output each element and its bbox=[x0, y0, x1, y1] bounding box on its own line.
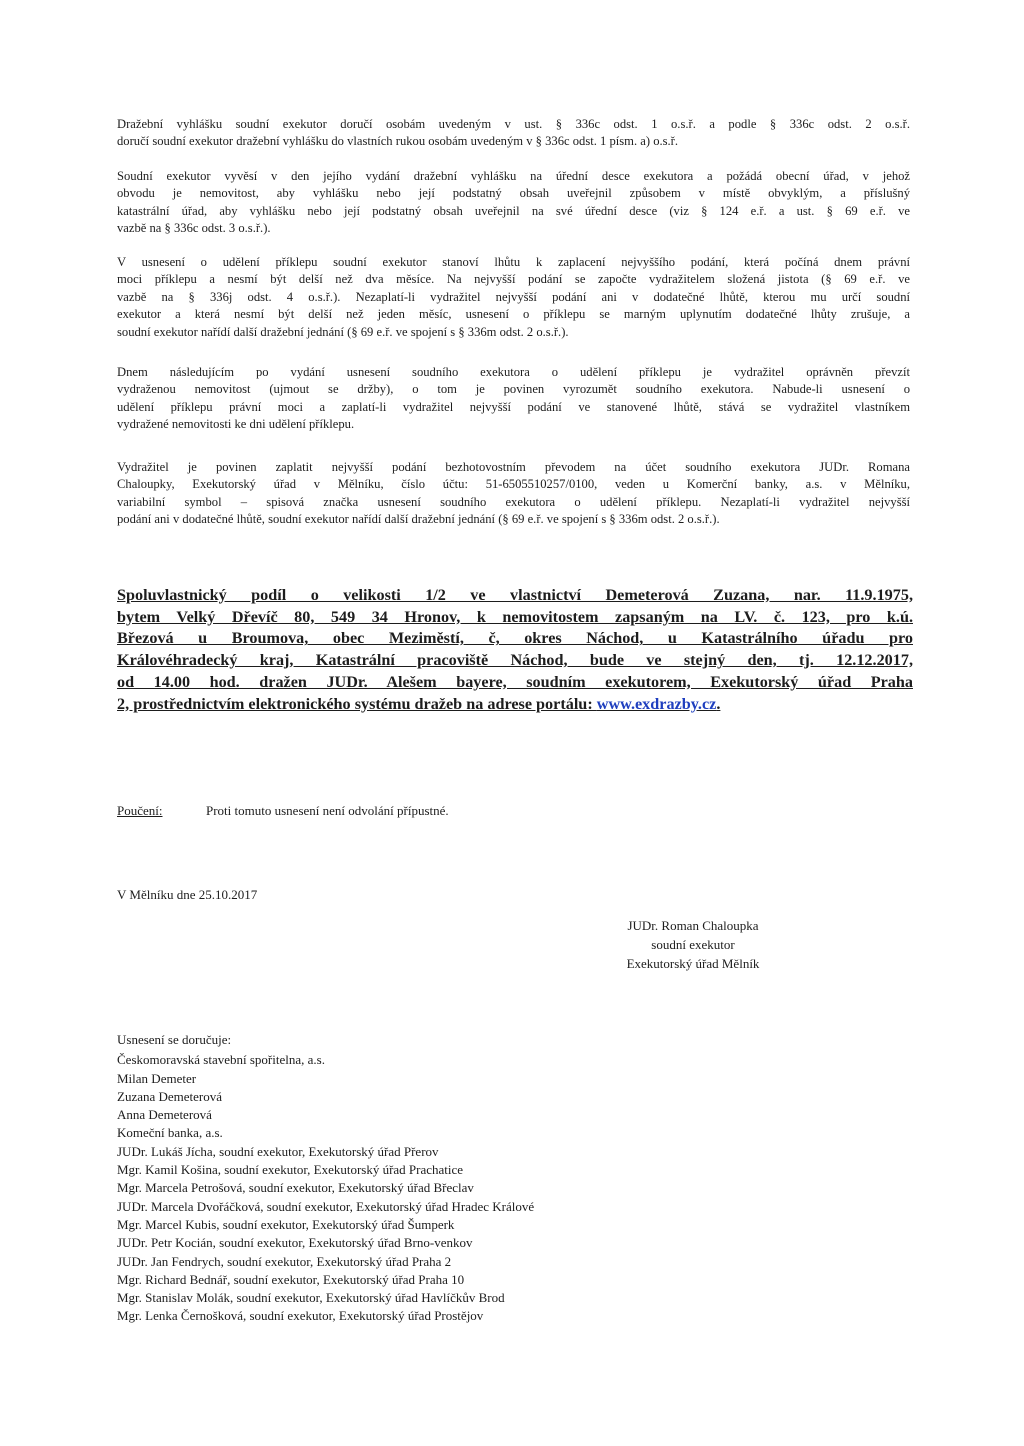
notice-line: Březová u Broumova, obec Meziměstí, č, okres Náchod, u Katastrálního úřadu pro bbox=[117, 629, 913, 648]
signature-office: Exekutorský úřad Mělník bbox=[626, 956, 760, 971]
recipients-list bbox=[117, 1031, 534, 1326]
portal-link[interactable]: www.exdrazby.cz bbox=[596, 694, 717, 713]
recipients-heading: Usnesení se doručuje: bbox=[117, 1032, 232, 1047]
paragraph-line: moci příklepu a nesmí být delší než dva měsíce. Na nejvyšší podání se započte vydražitelem složená jistota (§ 69 e.ř. ve bbox=[117, 272, 910, 287]
recipient-item: Mgr. Stanislav Molák, soudní exekutor, Exekutorský úřad Havlíčkův Brod bbox=[117, 1290, 505, 1306]
instruction-text: Proti tomuto usnesení není odvolání přípustné. bbox=[206, 803, 449, 818]
paragraph-line: exekutor a která nesmí být delší než jeden měsíc, usnesení o příklepu se marným uplynutím dodatečné lhůty zrušuje, a bbox=[117, 307, 910, 322]
notice-line: od 14.00 hod. dražen JUDr. Alešem bayere, soudním exekutorem, Exekutorský úřad Praha bbox=[117, 672, 913, 691]
paragraph-line: Soudní exekutor vyvěsí v den jejího vydání dražební vyhlášku na úřední desce exekutora a požádá obecní úřad, v jehož bbox=[117, 169, 910, 183]
paragraph-line: V usnesení o udělení příklepu soudní exekutor stanoví lhůtu k zaplacení nejvyššího podání, která počíná dnem právní bbox=[117, 255, 910, 269]
notice-last-line-end: . bbox=[716, 694, 721, 713]
notice-line: Královéhradecký kraj, Katastrální pracoviště Náchod, bude ve stejný den, tj. 12.12.2017, bbox=[117, 651, 913, 670]
recipient-item: Mgr. Kamil Košina, soudní exekutor, Exekutorský úřad Prachatice bbox=[117, 1162, 464, 1178]
recipient-item: Českomoravská stavební spořitelna, a.s. bbox=[117, 1052, 325, 1068]
recipient-item: Anna Demeterová bbox=[117, 1107, 212, 1123]
paragraph-payment-account bbox=[117, 459, 910, 529]
paragraph-payment-deadline bbox=[117, 254, 910, 341]
paragraph-line: Vydražitel je povinen zaplatit nejvyšší podání bezhotovostním převodem na účet soudního exekutora JUDr. Romana bbox=[117, 460, 910, 474]
paragraph-delivery bbox=[117, 116, 910, 151]
recipient-item: Mgr. Marcela Petrošová, soudní exekutor, Exekutorský úřad Břeclav bbox=[117, 1180, 474, 1196]
paragraph-takeover bbox=[117, 364, 910, 434]
notice-line: Spoluvlastnický podíl o velikosti 1/2 ve vlastnictví Demeterová Zuzana, nar. 11.9.1975, bbox=[117, 586, 913, 604]
notice-last-line-text: 2, prostřednictvím elektronického systému dražeb na adrese portálu: bbox=[117, 694, 597, 713]
paragraph-line: vydražené nemovitosti ke dni udělení příklepu. bbox=[117, 417, 355, 432]
recipient-item: JUDr. Marcela Dvořáčková, soudní exekutor, Exekutorský úřad Hradec Králové bbox=[117, 1198, 535, 1214]
recipient-item: Mgr. Lenka Černošková, soudní exekutor, Exekutorský úřad Prostějov bbox=[117, 1308, 484, 1324]
paragraph-line: katastrální úřad, aby vyhlášku nebo její podstatný obsah uveřejnil na své úřední desce (viz § 124 e.ř. a ust. § 69 e.ř. ve bbox=[117, 203, 910, 218]
notice-line bbox=[117, 694, 913, 716]
paragraph-line: obvodu je nemovitost, aby vyhlášku nebo její podstatný obsah uveřejnil způsobem v místě obvyklým, a příslušný bbox=[117, 186, 910, 201]
signature-name: JUDr. Roman Chaloupka bbox=[627, 918, 759, 933]
paragraph-line: soudní exekutor nařídí další dražební jednání (§ 69 e.ř. ve spojení s § 336m odst. 2 o.s.ř.). bbox=[117, 324, 569, 339]
paragraph-line: doručí soudní exekutor dražební vyhlášku do vlastních rukou osobám uvedeným v § 336c odst. 1 písm. a) o.s.ř. bbox=[117, 134, 679, 149]
instruction-label: Poučení: bbox=[117, 803, 163, 818]
paragraph-line: udělení příklepu právní moci a zaplatí-li vydražitel nejvyšší podání ve stanovené lhůtě, stává se vydražitel vlastníkem bbox=[117, 399, 910, 414]
paragraph-line: vazbě na § 336c odst. 3 o.s.ř.). bbox=[117, 221, 271, 236]
recipient-item: Komeční banka, a.s. bbox=[117, 1125, 223, 1141]
recipient-item: Mgr. Richard Bednář, soudní exekutor, Exekutorský úřad Praha 10 bbox=[117, 1271, 465, 1287]
recipient-item: JUDr. Lukáš Jícha, soudní exekutor, Exekutorský úřad Přerov bbox=[117, 1143, 439, 1159]
paragraph-line: vydraženou nemovitost (ujmout se držby), o tom je povinen vyrozumět soudního exekutora. Nabude-li usnesení o bbox=[117, 382, 910, 397]
recipient-item: Zuzana Demeterová bbox=[117, 1088, 223, 1104]
recipient-item: Milan Demeter bbox=[117, 1070, 197, 1086]
paragraph-line: variabilní symbol – spisová značka usnesení soudního exekutora o udělení příklepu. Nezaplatí-li vydražitel nejvyšší bbox=[117, 494, 910, 509]
paragraph-line: vazbě na § 336j odst. 4 o.s.ř.). Nezaplatí-li vydražitel nejvyšší podání ani v dodatečné lhůtě, kterou mu určí soudní bbox=[117, 289, 910, 304]
paragraph-line: Dražební vyhlášku soudní exekutor doručí osobám uvedeným v ust. § 336c odst. 1 o.s.ř. a podle § 336c odst. 2 o.s.ř. bbox=[117, 117, 910, 131]
date-line: V Mělníku dne 25.10.2017 bbox=[117, 887, 258, 902]
recipient-item: JUDr. Petr Kocián, soudní exekutor, Exekutorský úřad Brno-venkov bbox=[117, 1235, 473, 1251]
signature-block bbox=[600, 916, 786, 973]
recipient-item: JUDr. Jan Fendrych, soudní exekutor, Exekutorský úřad Praha 2 bbox=[117, 1253, 452, 1269]
signature-role: soudní exekutor bbox=[651, 937, 735, 952]
recipient-item: Mgr. Marcel Kubis, soudní exekutor, Exekutorský úřad Šumperk bbox=[117, 1216, 455, 1232]
paragraph-line: Chaloupky, Exekutorský úřad v Mělníku, číslo účtu: 51-6505510257/0100, veden u Komerční banky, a.s. v Mělníku, bbox=[117, 477, 910, 492]
auction-notice bbox=[117, 585, 913, 715]
paragraph-line: podání ani v dodatečné lhůtě, soudní exekutor nařídí další dražební jednání (§ 69 e.ř. ve spojení s § 336m odst. 2 o.s.ř.). bbox=[117, 512, 720, 527]
notice-line: bytem Velký Dřevíč 80, 549 34 Hronov, k nemovitostem zapsaným na LV. č. 123, pro k.ú. bbox=[117, 607, 913, 626]
paragraph-posting bbox=[117, 168, 910, 238]
paragraph-line: Dnem následujícím po vydání usnesení soudního exekutora o udělení příklepu je vydražitel oprávněn převzít bbox=[117, 365, 910, 379]
